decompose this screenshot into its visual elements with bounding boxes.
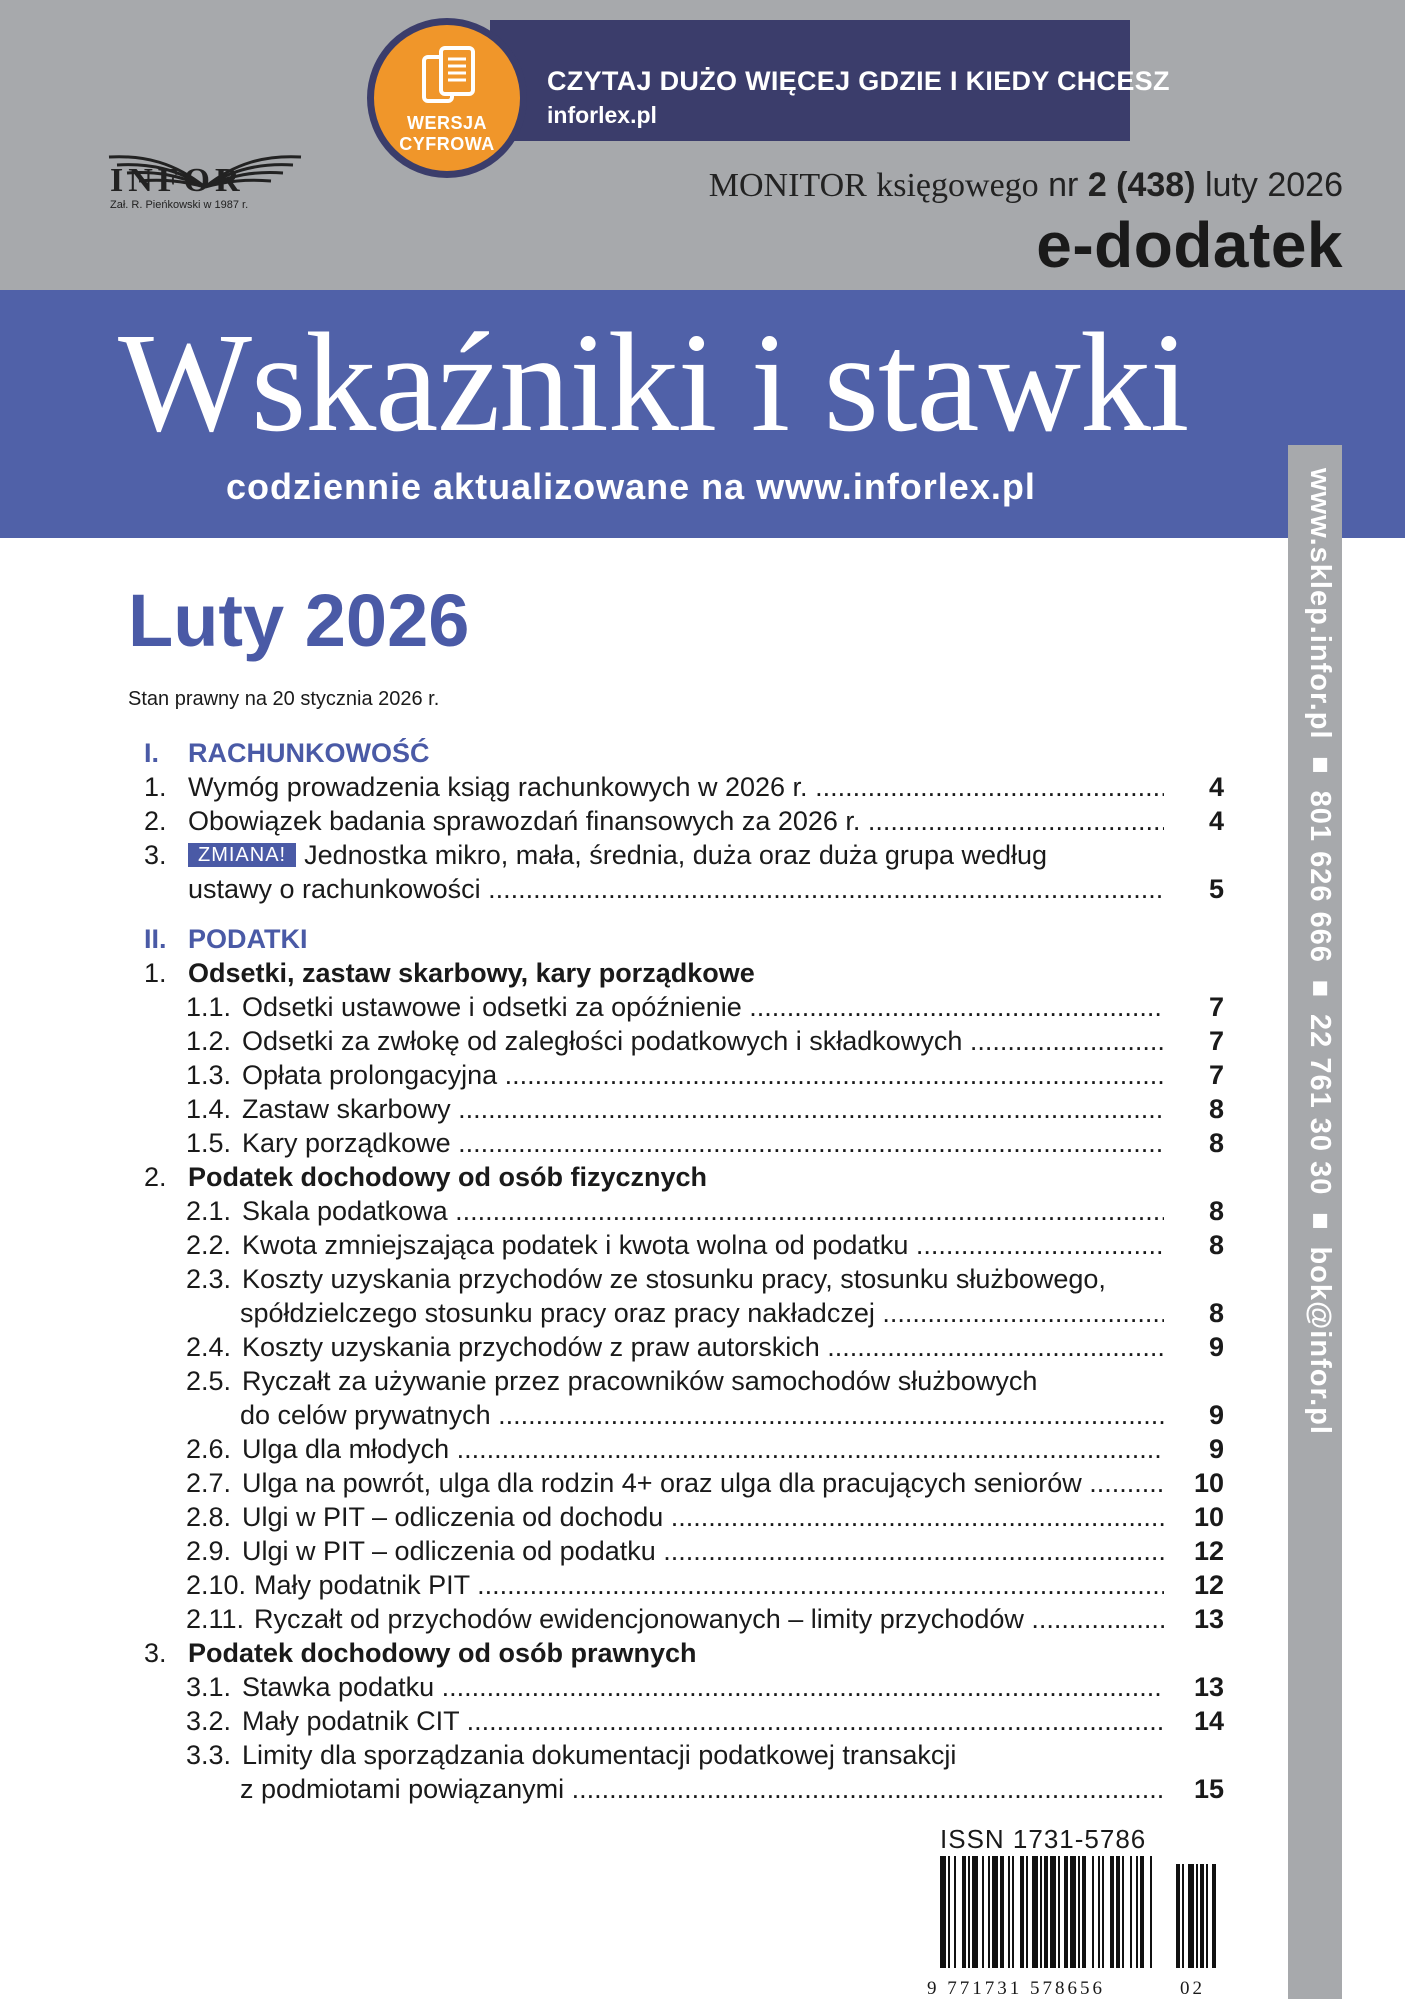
barcode-bar	[1092, 1856, 1094, 1968]
barcode-icon	[936, 1856, 1216, 1974]
change-badge: ZMIANA!	[188, 843, 296, 867]
toc-label: Podatek dochodowy od osób prawnych	[188, 1638, 697, 1668]
barcode-addon-bar	[1212, 1864, 1216, 1968]
toc-label: Obowiązek badania sprawozdań finansowych za 2026 r. .....	[188, 804, 1164, 838]
toc-section-accounting[interactable]	[144, 736, 1224, 770]
toc-row[interactable]	[144, 1500, 1224, 1534]
toc-row[interactable]	[144, 1670, 1224, 1704]
toc-row[interactable]	[144, 1194, 1224, 1228]
toc-row[interactable]	[144, 1126, 1224, 1160]
toc-page: 9	[1208, 1400, 1224, 1430]
toc-num: 2.5.	[186, 1366, 232, 1396]
toc-label: Kary porządkowe .....	[242, 1126, 1164, 1160]
toc-page: 5	[1208, 874, 1224, 904]
issn-number: ISSN 1731-5786	[940, 1824, 1147, 1854]
toc-page: 9	[1208, 1434, 1224, 1464]
toc-num: 2.8.	[186, 1502, 232, 1532]
barcode-bar	[1040, 1856, 1042, 1968]
toc-num: 2.10.	[186, 1570, 247, 1600]
toc-page: 10	[1193, 1468, 1224, 1498]
toc-label: do celów prywatnych .....	[240, 1398, 1164, 1432]
toc-num: 1.3.	[186, 1060, 232, 1090]
toc-page: 8	[1208, 1196, 1224, 1226]
badge-line2: CYFROWA	[399, 134, 495, 154]
toc-label: PODATKI	[188, 924, 308, 954]
toc-row-continued[interactable]	[144, 1296, 1224, 1330]
issue-info	[709, 166, 1343, 205]
toc-row[interactable]	[144, 770, 1224, 804]
toc-row-continued[interactable]	[144, 872, 1224, 906]
barcode-bar	[940, 1856, 946, 1968]
barcode-bar	[982, 1856, 984, 1968]
toc-page: 12	[1193, 1570, 1224, 1600]
toc-label: Ryczałt od przychodów ewidencjonowanych – limity przychodów .....	[254, 1602, 1164, 1636]
toc-num: 1.	[144, 958, 167, 988]
toc-num: 2.	[144, 1162, 167, 1192]
toc-page: 15	[1193, 1774, 1224, 1804]
barcode-bar	[968, 1856, 970, 1968]
barcode-bar	[1150, 1856, 1152, 1968]
toc-num: 2.4.	[186, 1332, 232, 1362]
barcode-bar	[1102, 1856, 1104, 1968]
toc-num: 2.11.	[186, 1604, 245, 1634]
toc-row[interactable]	[144, 1704, 1224, 1738]
toc-label: Zastaw skarbowy .....	[242, 1092, 1164, 1126]
toc-page: 9	[1208, 1332, 1224, 1362]
toc-page: 10	[1193, 1502, 1224, 1532]
toc-heading[interactable]	[144, 1636, 1224, 1670]
barcode-bar	[1020, 1856, 1024, 1968]
barcode-bar	[988, 1856, 990, 1968]
barcode-addon-bar	[1188, 1864, 1194, 1968]
toc-label: Wymóg prowadzenia ksiąg rachunkowych w 2026 r. .....	[188, 770, 1164, 804]
tablet-icon	[421, 45, 477, 105]
magazine-name: MONITOR	[708, 167, 867, 204]
barcode-addon-bar	[1182, 1864, 1184, 1968]
toc-row[interactable]	[144, 1092, 1224, 1126]
toc-num: 3.2.	[186, 1706, 232, 1736]
toc-label: z podmiotami powiązanymi .....	[240, 1772, 1164, 1806]
barcode-bar	[1122, 1856, 1124, 1968]
toc-page: 4	[1208, 806, 1224, 836]
toc-num: 1.5.	[186, 1128, 232, 1158]
toc-label: Ulga na powrót, ulga dla rodzin 4+ oraz ulga dla pracujących seniorów .....	[242, 1466, 1164, 1500]
toc-num: 3.	[144, 1638, 167, 1668]
toc-row[interactable]	[144, 990, 1224, 1024]
toc-label: Stawka podatku .....	[242, 1670, 1164, 1704]
toc-label: Ulga dla młodych .....	[242, 1432, 1164, 1466]
subtitle	[226, 466, 1036, 508]
barcode-bar	[1044, 1856, 1048, 1968]
barcode-bar	[1058, 1856, 1060, 1968]
legal-state-note: Stan prawny na 20 stycznia 2026 r.	[128, 688, 440, 710]
promo-headline: CZYTAJ DUŻO WIĘCEJ GDZIE I KIEDY CHCESZ	[547, 66, 1170, 96]
toc-row[interactable]	[144, 1330, 1224, 1364]
toc-row[interactable]	[144, 1466, 1224, 1500]
barcode-bar	[1070, 1856, 1076, 1968]
badge-text	[374, 113, 520, 155]
barcode-bar	[962, 1856, 966, 1968]
infor-founder-note: Zał. R. Pieńkowski w 1987 r.	[110, 199, 249, 211]
toc-label: Skala podatkowa .....	[242, 1194, 1164, 1228]
toc-num: 2.6.	[186, 1434, 232, 1464]
toc-label: Opłata prolongacyjna .....	[242, 1058, 1164, 1092]
infor-wordmark: INFOR	[110, 162, 245, 199]
toc-label: ustawy o rachunkowości .....	[188, 872, 1164, 906]
toc-label: Ulgi w PIT – odliczenia od dochodu .....	[242, 1500, 1164, 1534]
toc-num: 3.3.	[186, 1740, 232, 1770]
supplement-label: e-dodatek	[1036, 209, 1343, 281]
barcode-addon-digits: 02	[1180, 1978, 1205, 1999]
toc-row[interactable]	[144, 1228, 1224, 1262]
subtitle-link[interactable]: www.inforlex.pl	[756, 466, 1036, 507]
toc-label: Koszty uzyskania przychodów ze stosunku pracy, stosunku służbowego,	[242, 1264, 1106, 1294]
barcode-bar	[1082, 1856, 1086, 1968]
toc-heading[interactable]	[144, 956, 1224, 990]
toc-num: 2.2.	[186, 1230, 232, 1260]
toc-row[interactable]	[144, 1738, 1224, 1772]
table-of-contents	[144, 736, 1224, 1806]
magazine-name-word: księgowego	[876, 167, 1039, 204]
toc-heading[interactable]	[144, 1160, 1224, 1194]
main-title: Wskaźniki i stawki	[118, 303, 1189, 461]
toc-num: 3.	[144, 840, 167, 870]
toc-num: 1.4.	[186, 1094, 232, 1124]
toc-row-continued[interactable]	[144, 1772, 1224, 1806]
promo-link[interactable]: inforlex.pl	[547, 102, 657, 128]
barcode-bar	[1012, 1856, 1014, 1968]
barcode-bar	[948, 1856, 950, 1968]
issue-nr-label: nr	[1048, 166, 1079, 204]
toc-row[interactable]	[144, 1024, 1224, 1058]
toc-num: 2.1.	[186, 1196, 232, 1226]
toc-row[interactable]	[144, 1534, 1224, 1568]
toc-label: Kwota zmniejszająca podatek i kwota wolna od podatku .....	[242, 1228, 1164, 1262]
toc-row-continued[interactable]	[144, 1398, 1224, 1432]
toc-num: 1.	[144, 772, 167, 802]
toc-label: RACHUNKOWOŚĆ	[188, 738, 430, 768]
toc-page: 13	[1193, 1604, 1224, 1634]
barcode-bar	[972, 1856, 978, 1968]
barcode-bar	[1078, 1856, 1080, 1968]
toc-num: 1.2.	[186, 1026, 232, 1056]
toc-page: 7	[1208, 1060, 1224, 1090]
toc-page: 4	[1208, 772, 1224, 802]
toc-num: 2.7.	[186, 1468, 232, 1498]
side-contact-text[interactable]: www.sklep.infor.pl ■ 801 626 666 ■ 22 761 30 30 ■ bok@infor.pl	[1304, 468, 1336, 1435]
toc-num: 1.1.	[186, 992, 232, 1022]
barcode-addon-bar	[1206, 1864, 1208, 1968]
toc-label: Koszty uzyskania przychodów z praw autorskich .....	[242, 1330, 1164, 1364]
toc-label: Jednostka mikro, mała, średnia, duża oraz duża grupa według	[304, 840, 1048, 870]
toc-row[interactable]	[144, 804, 1224, 838]
toc-label: Limity dla sporządzania dokumentacji podatkowej transakcji	[242, 1740, 957, 1770]
barcode-addon-bar	[1196, 1864, 1198, 1968]
toc-label: Odsetki ustawowe i odsetki za opóźnienie .....	[242, 990, 1164, 1024]
toc-num: II.	[144, 924, 167, 954]
toc-row[interactable]	[144, 1432, 1224, 1466]
toc-page: 8	[1208, 1298, 1224, 1328]
barcode-bar	[954, 1856, 956, 1968]
toc-page: 12	[1193, 1536, 1224, 1566]
barcode-addon-bar	[1200, 1864, 1204, 1968]
toc-num: 2.9.	[186, 1536, 232, 1566]
toc-section-taxes[interactable]	[144, 922, 1224, 956]
barcode-bar	[1064, 1856, 1068, 1968]
toc-row[interactable]	[144, 1262, 1224, 1296]
barcode-bar	[1136, 1856, 1138, 1968]
issue-number: 2 (438)	[1087, 166, 1196, 204]
toc-label: Mały podatnik PIT .....	[254, 1568, 1164, 1602]
barcode-bar	[1098, 1856, 1100, 1968]
barcode-addon-bar	[1176, 1864, 1180, 1968]
toc-page: 8	[1208, 1094, 1224, 1124]
barcode-bar	[1116, 1856, 1120, 1968]
barcode-bar	[992, 1856, 998, 1968]
toc-num: 2.	[144, 806, 167, 836]
barcode-bar	[1140, 1856, 1144, 1968]
month-title: Luty 2026	[128, 579, 470, 662]
barcode-bar	[1050, 1856, 1056, 1968]
toc-row[interactable]	[144, 1058, 1224, 1092]
issue-date: luty 2026	[1205, 166, 1343, 204]
toc-label: Odsetki, zastaw skarbowy, kary porządkowe	[188, 958, 755, 988]
toc-page: 8	[1208, 1128, 1224, 1158]
digital-version-badge	[367, 18, 527, 178]
toc-label: Mały podatnik CIT .....	[242, 1704, 1164, 1738]
toc-page: 7	[1208, 992, 1224, 1022]
toc-page: 7	[1208, 1026, 1224, 1056]
toc-row[interactable]	[144, 1602, 1224, 1636]
toc-label: Ryczałt za używanie przez pracowników samochodów służbowych	[242, 1366, 1038, 1396]
toc-row[interactable]	[144, 1364, 1224, 1398]
barcode-bar	[1026, 1856, 1028, 1968]
barcode-bar	[1032, 1856, 1038, 1968]
toc-num: 3.1.	[186, 1672, 232, 1702]
barcode-bar	[1130, 1856, 1132, 1968]
subtitle-text: codziennie aktualizowane na	[226, 466, 746, 507]
toc-label: Odsetki za zwłokę od zaległości podatkowych i składkowych .....	[242, 1024, 1164, 1058]
toc-row[interactable]	[144, 838, 1224, 872]
barcode-bar	[1000, 1856, 1004, 1968]
toc-label-wrap	[188, 838, 1047, 872]
badge-line1: WERSJA	[406, 113, 487, 133]
toc-label: Ulgi w PIT – odliczenia od podatku .....	[242, 1534, 1164, 1568]
barcode-digits: 9 771731 578656	[927, 1978, 1105, 1999]
toc-num: 2.3.	[186, 1264, 232, 1294]
toc-label: Podatek dochodowy od osób fizycznych	[188, 1162, 708, 1192]
barcode-bar	[1008, 1856, 1010, 1968]
toc-label: spółdzielczego stosunku pracy oraz pracy nakładczej .....	[240, 1296, 1164, 1330]
toc-page: 8	[1208, 1230, 1224, 1260]
barcode-bar	[1110, 1856, 1114, 1968]
toc-num: I.	[144, 738, 160, 768]
toc-row[interactable]	[144, 1568, 1224, 1602]
toc-page: 13	[1193, 1672, 1224, 1702]
toc-page: 14	[1193, 1706, 1224, 1736]
